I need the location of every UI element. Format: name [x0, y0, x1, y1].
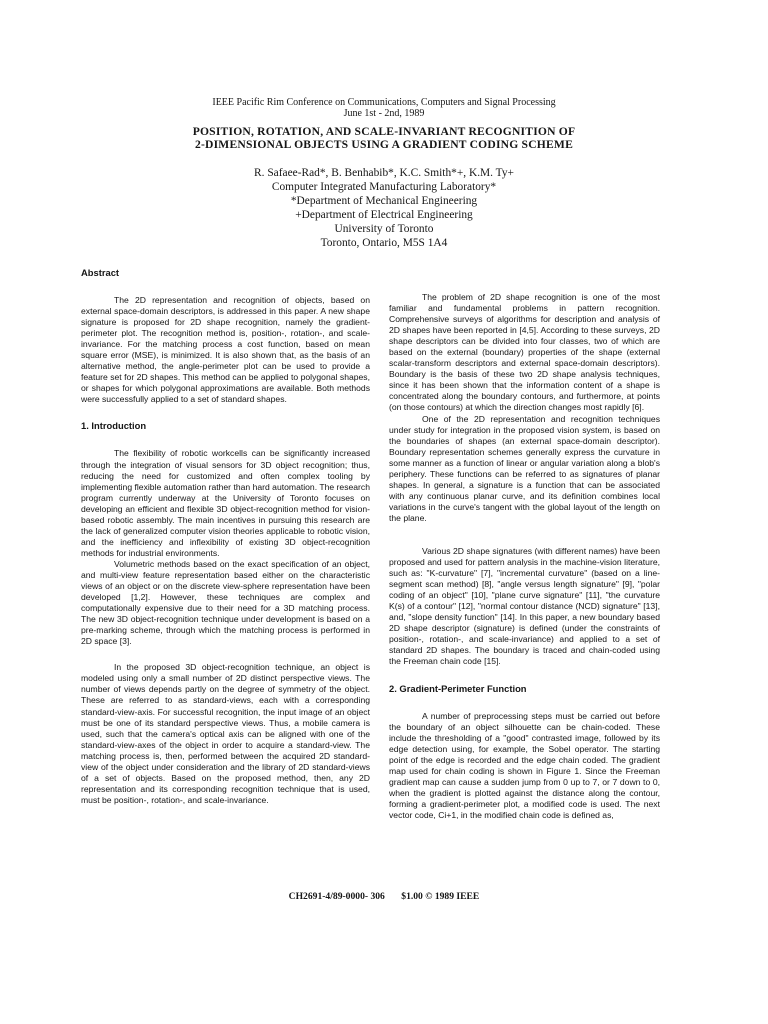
left-column	[81, 267, 370, 806]
title-line-1: POSITION, ROTATION, AND SCALE-INVARIANT RECOGNITION OF	[192, 125, 576, 138]
section2-heading: 2. Gradient-Perimeter Function	[389, 682, 527, 694]
conference-name: IEEE Pacific Rim Conference on Communications, Computers and Signal Processing	[212, 97, 556, 108]
intro-paragraph-4: The problem of 2D shape recognition is one of the most familiar and fundamental problems in pattern recognition. Comprehensive surveys of algorithms for description and analysis of 2D shapes have been reported in [4,5]. According to these surveys, 2D shape descriptors can be divided into four classes, two of which are based on the external (boundary) properties of the shape (external scalar-transform descriptors and external space-domain descriptors). Boundary is the basis of these two 2D shape analysis techniques, since it has been shown that the information content of a shape is concentrated along the boundary contours, and furthermore, at points (on those contours) at which the direction changes most rapidly [6].	[389, 292, 660, 413]
footer-code: CH2691-4/89-0000- 306	[288, 891, 385, 902]
author-names: R. Safaee-Rad*, B. Benhabib*, K.C. Smith*+, K.M. Ty+	[254, 167, 514, 179]
author-lab: Computer Integrated Manufacturing Laboratory*	[271, 181, 497, 193]
intro-paragraph-2: Volumetric methods based on the exact specification of an object, and multi-view feature representation based either on the characteristic views of an object or on the discrete view-sphere representation have been developed [1,2]. However, these techniques are complex and computationally expensive due to their need for a 3D matching process. The new 3D object-recognition technique under development is based on a pre-marking scheme, through which the matching process is performed in 2D space [3].	[81, 558, 370, 647]
conference-dates: June 1st - 2nd, 1989	[343, 108, 425, 119]
footer-price: $1.00 © 1989 IEEE	[401, 891, 480, 902]
intro-paragraph-3: In the proposed 3D object-recognition technique, an object is modeled using only a small number of 2D distinct perspective views. The number of views depends partly on the degree of symmetry of the object. These are referred to as standard-views, each with a corresponding standard-view-axis. For successful recognition, the input image of an object must be one of its standard perspective views. Thus, a mobile camera is used, such that the camera's optical axis can be aligned with one of the standard-view-axes of the object in order to acquire a standard-view. The matching process is, then, performed between the acquired 2D standard-view of the object under consideration and the library of 2D standard-views of a set of objects. Based on the proposed method, then, any 2D representation and its corresponding recognition technique that is used, must be position-, rotation-, and scale-invariance.	[81, 662, 370, 805]
abstract-heading: Abstract	[81, 267, 120, 278]
intro-heading: 1. Introduction	[81, 420, 147, 432]
intro-paragraph-1: The flexibility of robotic workcells can be significantly increased through the integration of visual sensors for 3D object recognition; thus, reducing the need for customized and often complex tooling by implementing flexible automation rather than hard automation. The research program currently underway at the University of Toronto focuses on developing an efficient and flexible 3D object-recognition method for vision-based robotic assembly. The main incentives in pursuing this research are the lack of generalized computer vision theories applicable to robotic vision, and the inefficiency and inflexibility of existing 3D object-recognition methods for industrial environments.	[81, 448, 370, 558]
author-dept-electrical: +Department of Electrical Engineering	[295, 209, 473, 221]
intro-paragraph-6: Various 2D shape signatures (with different names) have been proposed and used for pattern analysis in the machine-vision literature, such as: "K-curvature" [7], "incremental curvature" (based on a line-segment scan method) [8], "angle versus length signature" [9], "polar coding of an object" [10], "plane curve signature" [11], "the curvature K(s) of a contour" [12], "normal contour distance (NCD) signature" [13], and, "slope density function" [14]. In this paper, a new boundary based 2D shape descriptor (signature) is defined (under the constraints of position-, rotation-, and scale-invariance) and applied to a set of standard 2D shapes. The boundary is traced and chain-coded using the Freeman chain code [15].	[389, 545, 660, 667]
paper-title	[0, 125, 768, 151]
title-line-2: 2-DIMENSIONAL OBJECTS USING A GRADIENT CODING SCHEME	[194, 138, 574, 151]
abstract-text: The 2D representation and recognition of objects, based on external space-domain descriptors, is addressed in this paper. A new shape signature is proposed for 2D shape recognition, namely the gradient-perimeter plot. The recognition method is, position-, rotation-, and scale-invariance. For the matching process a cost function, based on mean square error (MSE), is minimized. It is also shown that, as the basis of an alternative method, the angle-perimeter plot can be used to provide a feature set for 2D shapes. This method can be applied to polygonal shapes, or shapes for which polygonal approximations are available. Both methods were successfully applied to a set of standard shapes.	[81, 295, 370, 405]
right-column	[389, 292, 660, 821]
section2-paragraph-1: A number of preprocessing steps must be carried out before the boundary of an object silhouette can be chain-coded. These include the thresholding of a "good" contrasted image, followed by its edge detection using, for example, the Sobel operator. The starting point of the edge is recorded and the edge chain coded. The gradient map used for chain coding is shown in Figure 1. Since the Freeman gradient map can cause a sudden jump from 0 up to 7, or 7 down to 0, when the gradient is plotted against the distance along the contour, forming a gradient-perimeter plot, a modified code is used. The next vector code, Ci+1, in the modified chain code is defined as,	[389, 710, 660, 820]
author-city: Toronto, Ontario, M5S 1A4	[320, 237, 448, 249]
author-block	[0, 166, 768, 250]
page-footer	[0, 891, 768, 902]
conference-header	[0, 97, 768, 119]
author-dept-mechanical: *Department of Mechanical Engineering	[290, 195, 478, 207]
intro-paragraph-5: One of the 2D representation and recognition techniques under study for integration in the proposed vision system, is based on the boundaries of shapes (an external space-domain descriptor). Boundary representation schemes generally express the curvature in some manner as a function of linear or angular variation along a blob's periphery. These functions can be referred to as signatures of planar shapes. In general, a signature is a function that can be associated with any continuous planar curve, and its definition combines local variations in the curve's tangent with the global layout of the length on the plane.	[389, 413, 660, 523]
author-university: University of Toronto	[334, 223, 434, 235]
